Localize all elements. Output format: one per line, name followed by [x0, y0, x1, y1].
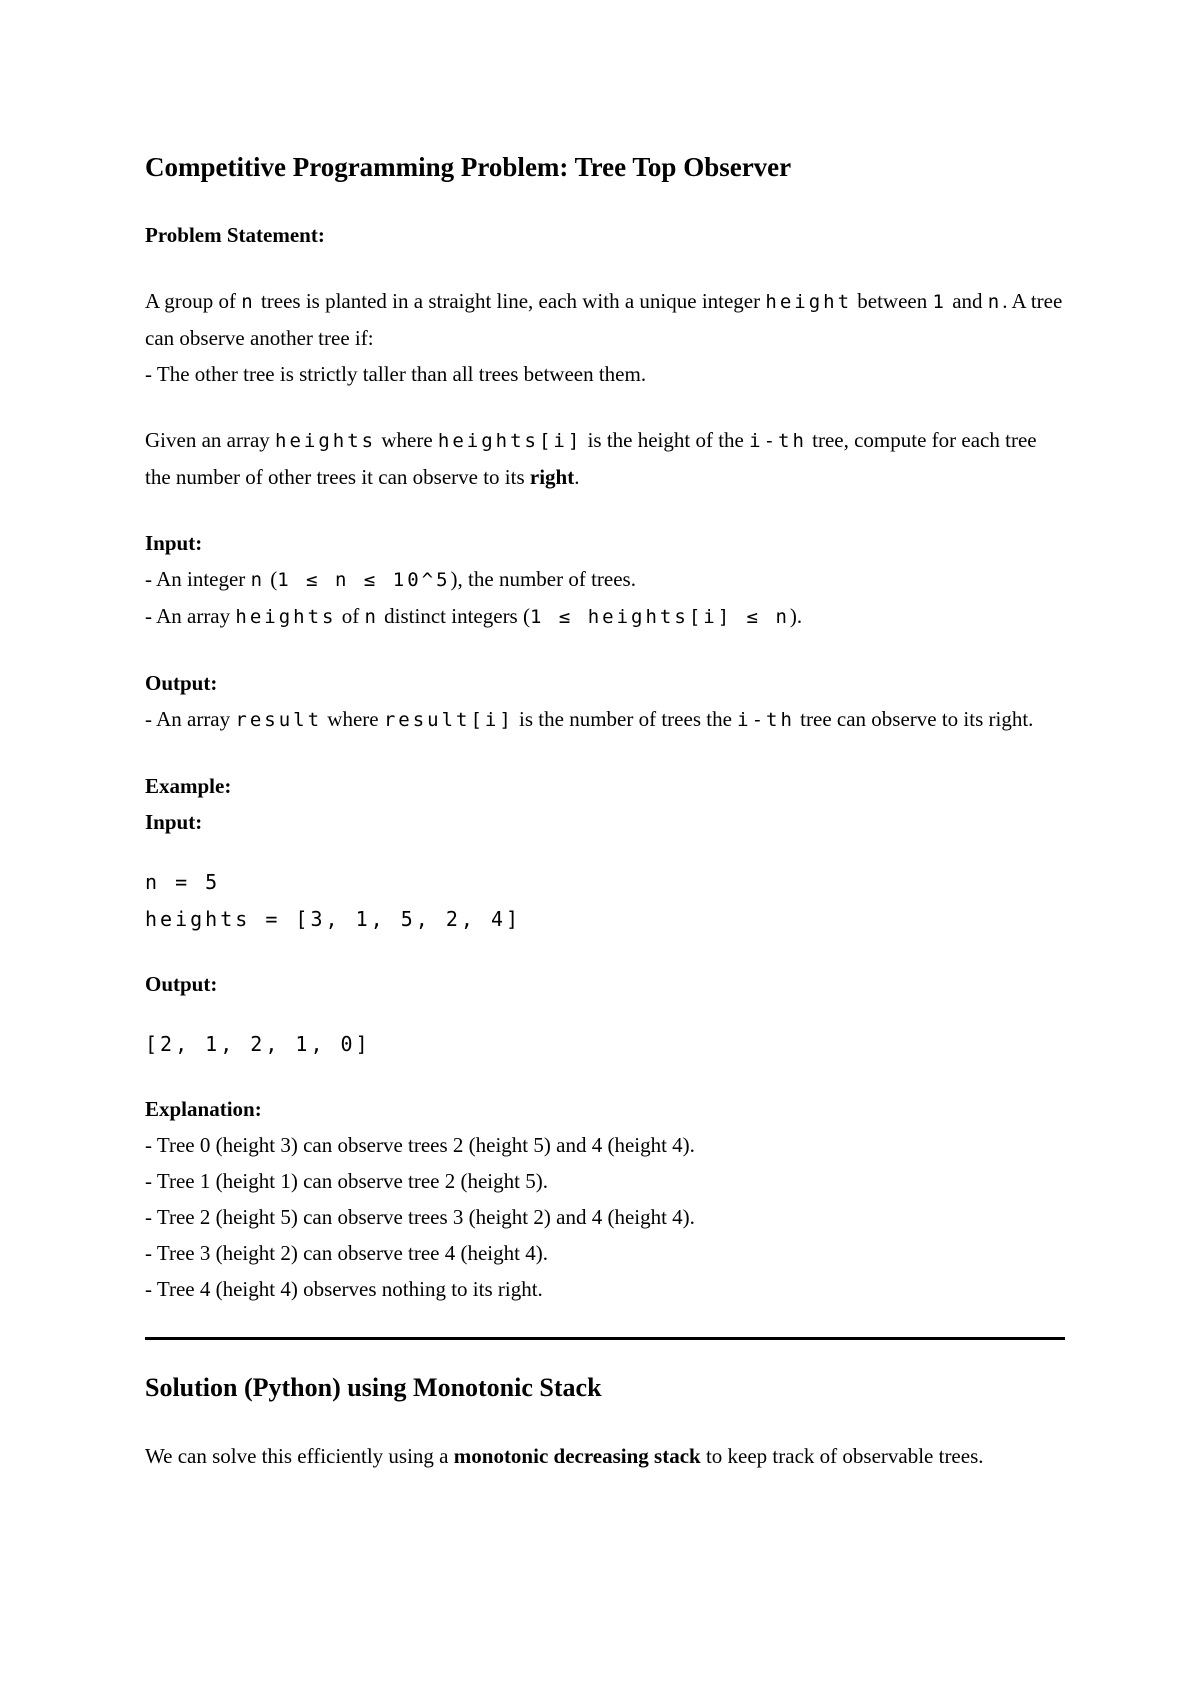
example-output-heading: Output: [145, 972, 218, 996]
explanation-item: - Tree 4 (height 4) observes nothing to its right. [145, 1277, 543, 1301]
output-line: - An array result where result[i] is the number of trees the i-th tree can observe to its right. [145, 707, 1034, 731]
solution-intro: We can solve this efficiently using a monotonic decreasing stack to keep track of observable trees. [145, 1444, 984, 1468]
explanation-item: - Tree 0 (height 3) can observe trees 2 (height 5) and 4 (height 4). [145, 1133, 695, 1157]
section-divider [145, 1337, 1065, 1340]
input-heading: Input: [145, 531, 203, 555]
example-input-line-heights: heights = [3, 1, 5, 2, 4] [145, 907, 522, 931]
page-title: Competitive Programming Problem: Tree Top Observer [145, 152, 792, 182]
example-heading: Example: [145, 774, 232, 798]
input-line-n: - An integer n (1 ≤ n ≤ 10^5), the number of trees. [145, 567, 636, 591]
explanation-item: - Tree 2 (height 5) can observe trees 3 (height 2) and 4 (height 4). [145, 1205, 695, 1229]
explanation-heading: Explanation: [145, 1097, 262, 1121]
output-heading: Output: [145, 671, 218, 695]
problem-bullet: - The other tree is strictly taller than all trees between them. [145, 362, 647, 386]
example-input-heading: Input: [145, 810, 203, 834]
problem-paragraph-2: Given an array heights where heights[i] is the height of the i-th tree, compute for each tree the number of other trees it can observe to its right. [145, 428, 1037, 489]
problem-paragraph-1: A group of n trees is planted in a straight line, each with a unique integer height between 1 and n. A tree can observe another tree if: [145, 289, 1063, 350]
example-output-line: [2, 1, 2, 1, 0] [145, 1032, 371, 1056]
explanation-item: - Tree 1 (height 1) can observe tree 2 (height 5). [145, 1169, 548, 1193]
input-line-heights: - An array heights of n distinct integers (1 ≤ heights[i] ≤ n). [145, 604, 803, 628]
example-input-line-n: n = 5 [145, 870, 221, 894]
solution-heading: Solution (Python) using Monotonic Stack [145, 1373, 602, 1402]
problem-statement-heading: Problem Statement: [145, 223, 325, 247]
document-content [145, 147, 1065, 1474]
explanation-item: - Tree 3 (height 2) can observe tree 4 (height 4). [145, 1241, 548, 1265]
